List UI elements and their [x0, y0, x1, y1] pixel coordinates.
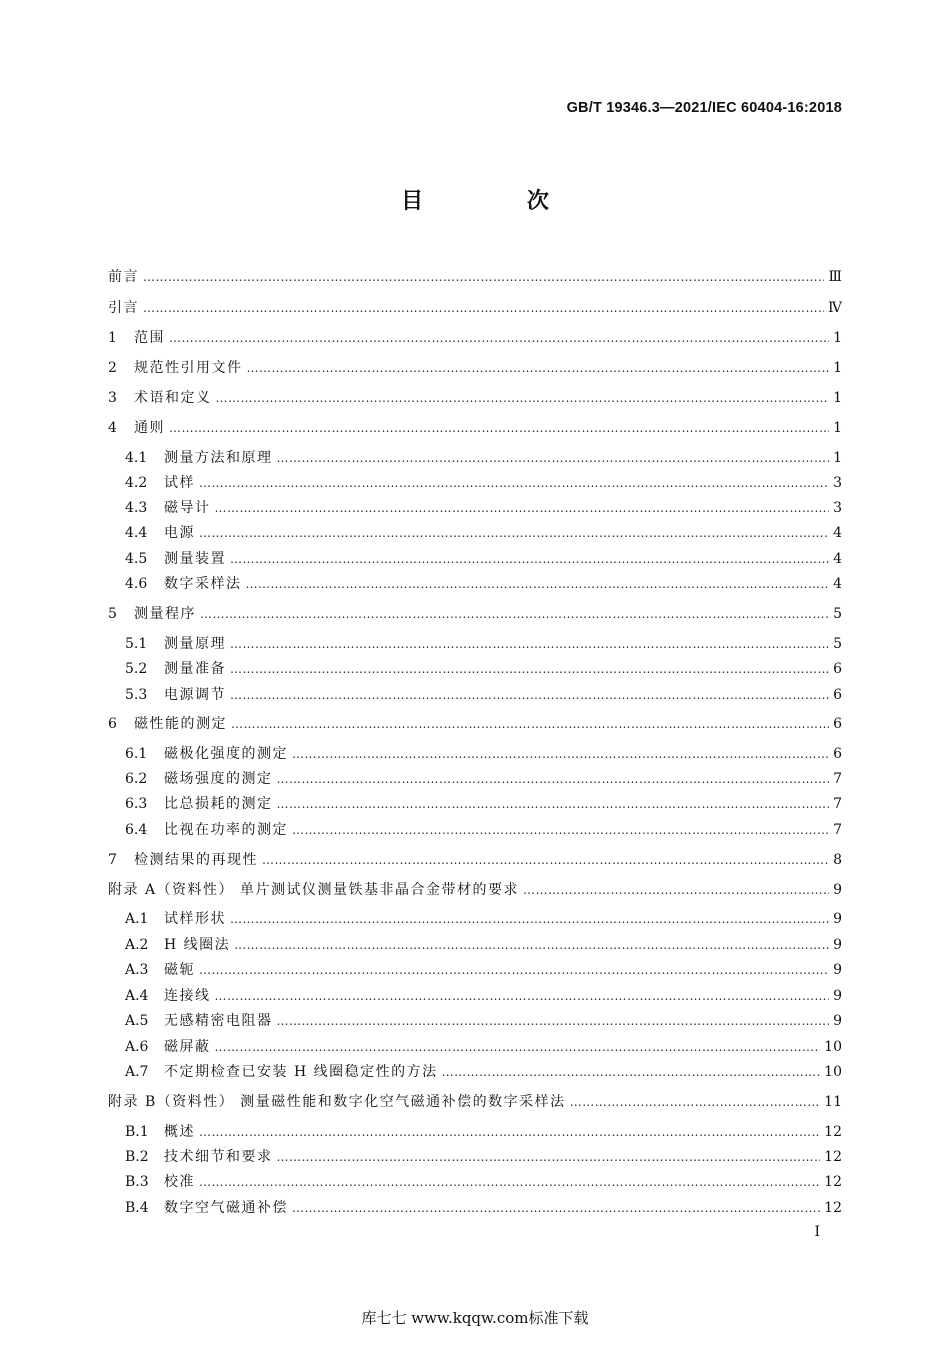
toc-entry[interactable]: [108, 1091, 842, 1113]
toc-entry-number: 6: [108, 716, 117, 732]
toc-entry-label: 检测结果的再现性: [134, 852, 258, 868]
toc-entry-page: 10: [824, 1039, 842, 1055]
toc-entry-page: 9: [833, 882, 842, 898]
toc-entry-number: 6.4: [125, 822, 148, 838]
toc-entry-number: 7: [108, 852, 117, 868]
toc-entry[interactable]: [125, 908, 842, 930]
toc-entry-page: 4: [833, 551, 842, 567]
toc-entry-label: 前言: [108, 269, 139, 285]
toc-entry-page: 7: [833, 822, 842, 838]
toc-entry-number: B.1: [125, 1124, 149, 1140]
toc-entry-number: 4.5: [125, 551, 148, 567]
toc-entry-page: 6: [833, 716, 842, 732]
toc-entry[interactable]: [125, 959, 842, 981]
toc-entry-number: A.4: [125, 988, 149, 1004]
toc-entry-page: 7: [833, 771, 842, 787]
toc-entry-label: 比总损耗的测定: [164, 796, 273, 812]
toc-entry[interactable]: [125, 548, 842, 570]
toc-entry-label: 磁轭: [164, 962, 195, 978]
toc-entry-number: A.7: [125, 1064, 149, 1080]
toc-entry[interactable]: [125, 633, 842, 655]
toc-leader-dots: [215, 497, 830, 519]
toc-entry-number: 4.1: [125, 450, 148, 466]
toc-leader-dots: [199, 1171, 820, 1193]
toc-entry-label: 不定期检查已安装 H 线圈稳定性的方法: [164, 1064, 438, 1080]
toc-entry-page: 12: [824, 1149, 842, 1165]
toc-entry-label: 测量程序: [134, 606, 196, 622]
toc-leader-dots: [442, 1061, 821, 1083]
toc-entry-number: A.2: [125, 937, 149, 953]
toc-entry[interactable]: [125, 522, 842, 544]
toc-leader-dots: [230, 548, 829, 570]
toc-entry-label: 附录 B（资料性） 测量磁性能和数字化空气磁通补偿的数字采样法: [108, 1094, 566, 1110]
toc-leader-dots: [215, 1036, 821, 1058]
toc-entry-page: 1: [833, 330, 842, 346]
toc-entry-number: 6.1: [125, 746, 148, 762]
toc-entry[interactable]: [125, 1061, 842, 1083]
toc-entry-page: 1: [833, 420, 842, 436]
toc-entry-number: 4.2: [125, 475, 148, 491]
toc-entry[interactable]: [108, 266, 842, 288]
toc-entry-label: 测量原理: [164, 636, 226, 652]
toc-entry[interactable]: [125, 658, 842, 680]
toc-entry-label: 校准: [164, 1174, 195, 1190]
page-number: I: [814, 1224, 820, 1240]
toc-entry-label: 数字空气磁通补偿: [164, 1200, 288, 1216]
toc-leader-dots: [523, 879, 829, 901]
standard-number: GB/T 19346.3—2021/IEC 60404-16:2018: [566, 100, 842, 116]
toc-entry[interactable]: [108, 603, 842, 625]
toc-entry-label: 试样形状: [164, 911, 226, 927]
toc-entry-label: 连接线: [164, 988, 211, 1004]
toc-entry-number: 6.3: [125, 796, 148, 812]
toc-leader-dots: [200, 603, 829, 625]
toc-leader-dots: [199, 472, 829, 494]
toc-entry-label: 数字采样法: [164, 576, 242, 592]
toc-entry[interactable]: [125, 1121, 842, 1143]
toc-entry-number: 5.1: [125, 636, 148, 652]
toc-leader-dots: [292, 819, 829, 841]
toc-entry-number: A.5: [125, 1013, 149, 1029]
toc-entry-page: 6: [833, 661, 842, 677]
toc-entry-number: 4.6: [125, 576, 148, 592]
toc-entry-number: 5: [108, 606, 117, 622]
toc-entry-label: 测量准备: [164, 661, 226, 677]
toc-entry-number: 3: [108, 390, 117, 406]
toc-entry-label: 磁极化强度的测定: [164, 746, 288, 762]
toc-entry-page: 6: [833, 687, 842, 703]
page-title: 目 次: [401, 189, 597, 214]
toc-entry[interactable]: [125, 1010, 842, 1032]
toc-leader-dots: [230, 908, 829, 930]
toc-entry-page: 9: [833, 911, 842, 927]
toc-entry-label: 规范性引用文件: [134, 360, 243, 376]
toc-entry-number: 5.3: [125, 687, 148, 703]
toc-leader-dots: [246, 573, 830, 595]
toc-entry-label: 磁性能的测定: [134, 716, 227, 732]
toc-leader-dots: [277, 447, 830, 469]
toc-entry-page: 9: [833, 988, 842, 1004]
toc-entry-label: 范围: [134, 330, 165, 346]
toc-leader-dots: [143, 297, 824, 319]
toc-entry-page: 11: [824, 1094, 842, 1110]
toc-entry-page: 1: [833, 450, 842, 466]
toc-entry[interactable]: [125, 793, 842, 815]
toc-leader-dots: [292, 743, 829, 765]
toc-leader-dots: [277, 793, 830, 815]
toc-entry-number: 4: [108, 420, 117, 436]
toc-entry[interactable]: [125, 1171, 842, 1193]
toc-entry-page: 12: [824, 1200, 842, 1216]
toc-entry[interactable]: [125, 573, 842, 595]
toc-leader-dots: [143, 266, 824, 288]
toc-entry-number: 4.4: [125, 525, 148, 541]
toc-entry-number: A.3: [125, 962, 149, 978]
toc-entry[interactable]: [108, 879, 842, 901]
toc-leader-dots: [215, 985, 830, 1007]
toc-entry[interactable]: [125, 497, 842, 519]
toc-leader-dots: [169, 417, 829, 439]
toc-entry[interactable]: [108, 357, 842, 379]
toc-entry-page: 1: [833, 360, 842, 376]
toc-leader-dots: [570, 1091, 820, 1113]
toc-leader-dots: [234, 934, 829, 956]
toc-leader-dots: [230, 658, 829, 680]
toc-entry-label: 试样: [164, 475, 195, 491]
toc-entry-page: 4: [833, 525, 842, 541]
toc-entry-label: 无感精密电阻器: [164, 1013, 273, 1029]
toc-entry-number: 4.3: [125, 500, 148, 516]
toc-entry[interactable]: [125, 743, 842, 765]
toc-entry-label: 通则: [134, 420, 165, 436]
toc-entry-page: 9: [833, 962, 842, 978]
toc-leader-dots: [199, 959, 829, 981]
toc-leader-dots: [199, 1121, 820, 1143]
toc-leader-dots: [230, 633, 829, 655]
toc-entry-number: B.2: [125, 1149, 149, 1165]
toc-entry-page: 12: [824, 1174, 842, 1190]
toc-entry-page: 9: [833, 1013, 842, 1029]
toc-entry-number: 6.2: [125, 771, 148, 787]
toc-entry-page: 9: [833, 937, 842, 953]
toc-entry[interactable]: [125, 447, 842, 469]
toc-entry-label: 技术细节和要求: [164, 1149, 273, 1165]
toc-entry-label: 引言: [108, 300, 139, 316]
toc-entry-label: 比视在功率的测定: [164, 822, 288, 838]
toc-entry[interactable]: [125, 1197, 842, 1219]
toc-entry-page: 8: [833, 852, 842, 868]
toc-entry-page: 10: [824, 1064, 842, 1080]
toc-entry-page: 5: [833, 636, 842, 652]
toc-entry-number: 1: [108, 330, 117, 346]
toc-entry-number: B.4: [125, 1200, 149, 1216]
toc-leader-dots: [216, 387, 830, 409]
toc-entry-label: 电源: [164, 525, 195, 541]
toc-entry[interactable]: [108, 327, 842, 349]
toc-entry[interactable]: [108, 297, 842, 319]
toc-entry-label: 术语和定义: [134, 390, 212, 406]
toc-leader-dots: [292, 1197, 820, 1219]
toc-entry-label: 测量装置: [164, 551, 226, 567]
toc-entry[interactable]: [108, 713, 842, 735]
toc-entry-number: A.1: [125, 911, 149, 927]
toc-entry[interactable]: [108, 417, 842, 439]
toc-entry-page: Ⅲ: [828, 269, 842, 285]
toc-entry[interactable]: [125, 472, 842, 494]
toc-entry-page: Ⅳ: [828, 300, 842, 316]
toc-entry-label: 磁场强度的测定: [164, 771, 273, 787]
toc-entry-number: 5.2: [125, 661, 148, 677]
toc-entry[interactable]: [125, 985, 842, 1007]
toc-entry-page: 3: [833, 500, 842, 516]
toc-leader-dots: [262, 849, 829, 871]
toc-entry[interactable]: [108, 849, 842, 871]
footer-watermark: 库七七 www.kqqw.com标准下载: [361, 1309, 589, 1327]
toc-entry-label: 电源调节: [164, 687, 226, 703]
toc-entry[interactable]: [125, 1146, 842, 1168]
toc-entry-page: 6: [833, 746, 842, 762]
toc-entry-number: 2: [108, 360, 117, 376]
toc-entry-label: 磁屏蔽: [164, 1039, 211, 1055]
toc-entry[interactable]: [125, 819, 842, 841]
toc-entry[interactable]: [125, 768, 842, 790]
toc-entry[interactable]: [108, 387, 842, 409]
toc-entry-label: 概述: [164, 1124, 195, 1140]
toc-entry-number: A.6: [125, 1039, 149, 1055]
toc-entry-label: 附录 A（资料性） 单片测试仪测量铁基非晶合金带材的要求: [108, 882, 520, 898]
toc-leader-dots: [277, 768, 830, 790]
toc-entry-page: 7: [833, 796, 842, 812]
toc-entry-number: B.3: [125, 1174, 149, 1190]
toc-leader-dots: [230, 684, 829, 706]
toc-entry[interactable]: [125, 934, 842, 956]
toc-entry-page: 4: [833, 576, 842, 592]
toc-leader-dots: [169, 327, 829, 349]
toc-leader-dots: [231, 713, 829, 735]
toc-entry-page: 3: [833, 475, 842, 491]
toc-leader-dots: [247, 357, 830, 379]
toc-leader-dots: [277, 1146, 821, 1168]
toc-entry[interactable]: [125, 1036, 842, 1058]
toc-entry-label: H 线圈法: [164, 937, 231, 953]
toc-entry-page: 12: [824, 1124, 842, 1140]
toc-entry-label: 测量方法和原理: [164, 450, 273, 466]
toc-leader-dots: [199, 522, 829, 544]
toc-entry-page: 5: [833, 606, 842, 622]
toc-entry[interactable]: [125, 684, 842, 706]
toc-leader-dots: [277, 1010, 830, 1032]
toc-entry-label: 磁导计: [164, 500, 211, 516]
toc-entry-page: 1: [833, 390, 842, 406]
